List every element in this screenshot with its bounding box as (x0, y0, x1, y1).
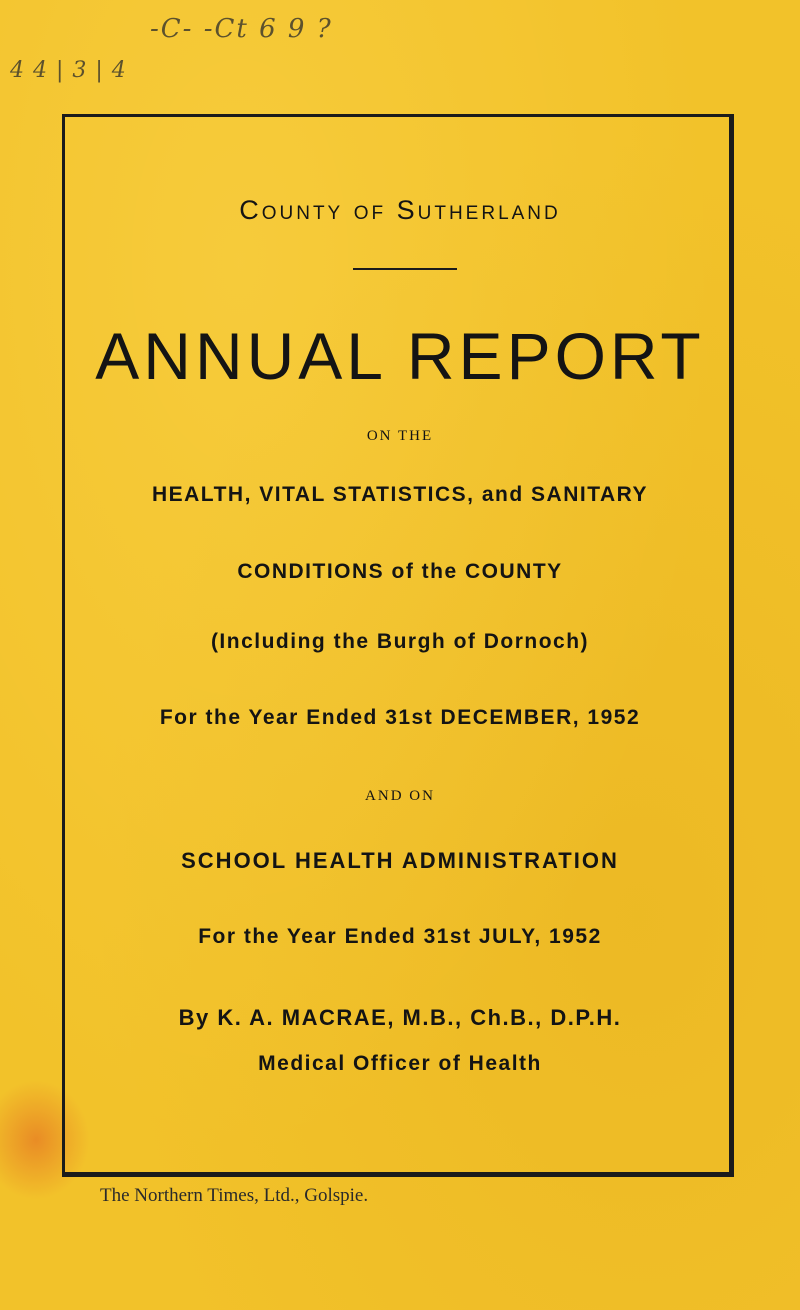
county-name: County of Sutherland (239, 195, 561, 225)
report-title: ANNUAL REPORT (95, 319, 705, 393)
and-on-label: AND ON (365, 788, 435, 804)
author-role: Medical Officer of Health (258, 1052, 542, 1075)
subject-line-1: HEALTH, VITAL STATISTICS, and SANITARY (151, 483, 649, 506)
year-line-2: For the Year Ended 31st JULY, 1952 (198, 925, 602, 948)
school-health-line: SCHOOL HEALTH ADMINISTRATION (181, 848, 619, 873)
author-line: By K. A. MACRAE, M.B., Ch.B., D.P.H. (178, 1005, 622, 1030)
year-line-1: For the Year Ended 31st DECEMBER, 1952 (159, 706, 641, 729)
handwritten-left-note: 4 4 | 3 | 4 (10, 58, 127, 83)
title-rule (353, 268, 457, 270)
handwritten-top-note: -C- -Ct 6 9 ? (150, 14, 333, 44)
subject-line-2: CONDITIONS of the COUNTY (237, 560, 563, 583)
printer-imprint: The Northern Times, Ltd., Golspie. (100, 1185, 369, 1206)
on-the-label: ON THE (366, 428, 434, 444)
including-note: (Including the Burgh of Dornoch) (210, 630, 590, 653)
